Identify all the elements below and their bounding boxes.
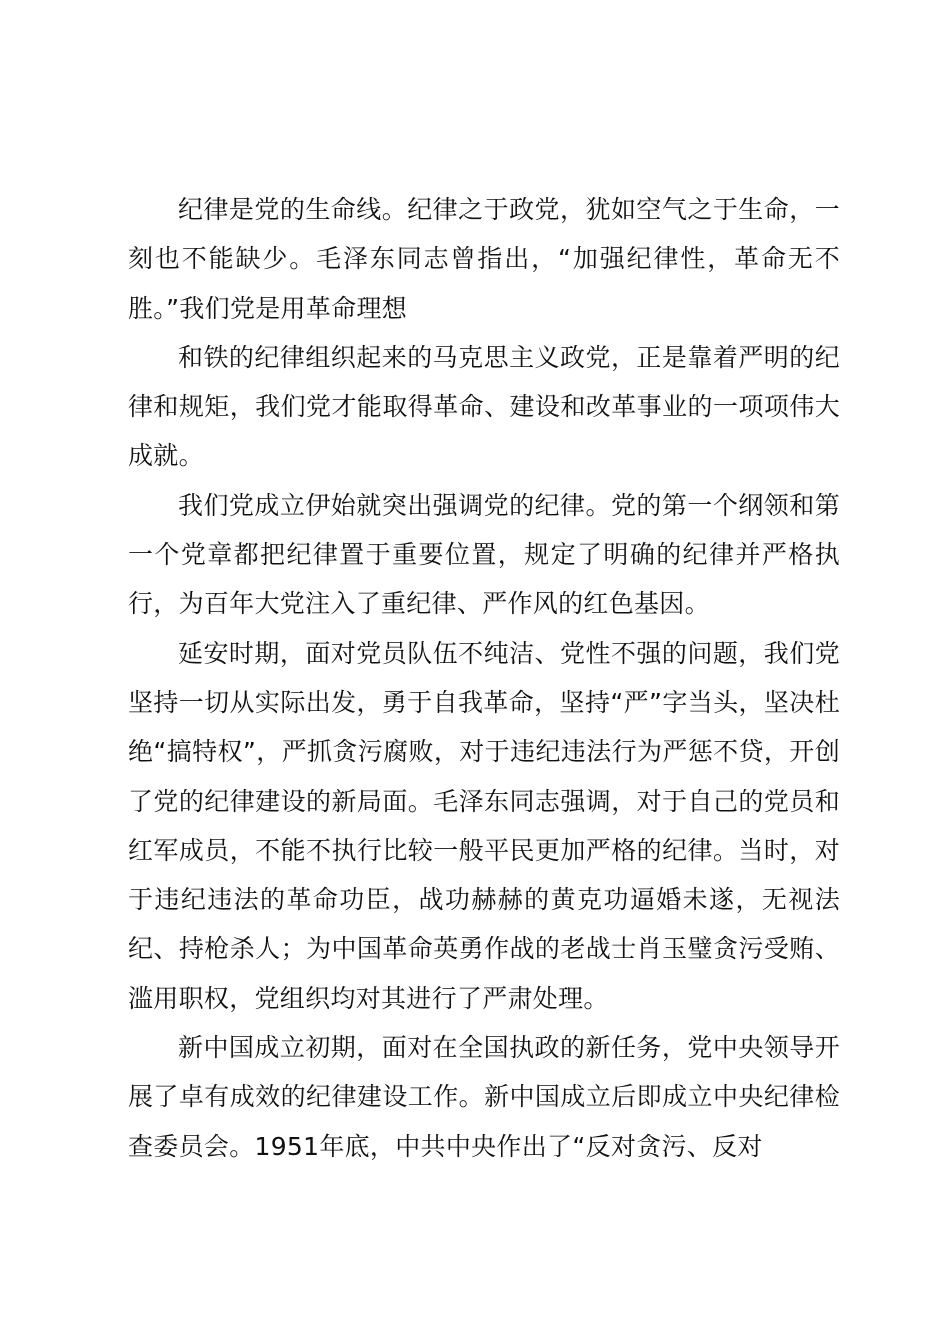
paragraph-4: 延安时期，面对党员队伍不纯洁、党性不强的问题，我们党坚持一切从实际出发，勇于自我革命，坚持“严”字当头，坚决杜绝“搞特权”，严抓贪污腐败，对于违纪违法行为严惩不贷，开创了党的纪律建设的新局面。毛泽东同志强调，对于自己的党员和红军成员，不能不执行比较一般平民更加严格的纪律。当时，对于违纪违法的革命功臣，战功赫赫的黄克功逼婚未遂，无视法纪、持枪杀人；为中国革命英勇作战的老战士肖玉璧贪污受贿、滥用职权，党组织均对其进行了严肃处理。 <box>128 638 840 1013</box>
document-body <box>128 185 840 1171</box>
paragraph-3: 我们党成立伊始就突出强调党的纪律。党的第一个纲领和第一个党章都把纪律置于重要位置，规定了明确的纪律并严格执行，为百年大党注入了重纪律、严作风的红色基因。 <box>128 490 840 619</box>
paragraph-5: 新中国成立初期，面对在全国执政的新任务，党中央领导开展了卓有成效的纪律建设工作。新中国成立后即成立中央纪律检查委员会。1951年底，中共中央作出了“反对贪污、反对 <box>128 1033 840 1161</box>
paragraph-2: 和铁的纪律组织起来的马克思主义政党，正是靠着严明的纪律和规矩，我们党才能取得革命、建设和改革事业的一项项伟大成就。 <box>128 342 840 471</box>
paragraph-1: 纪律是党的生命线。纪律之于政党，犹如空气之于生命，一刻也不能缺少。毛泽东同志曾指出，“加强纪律性，革命无不胜。”我们党是用革命理想 <box>128 195 840 323</box>
